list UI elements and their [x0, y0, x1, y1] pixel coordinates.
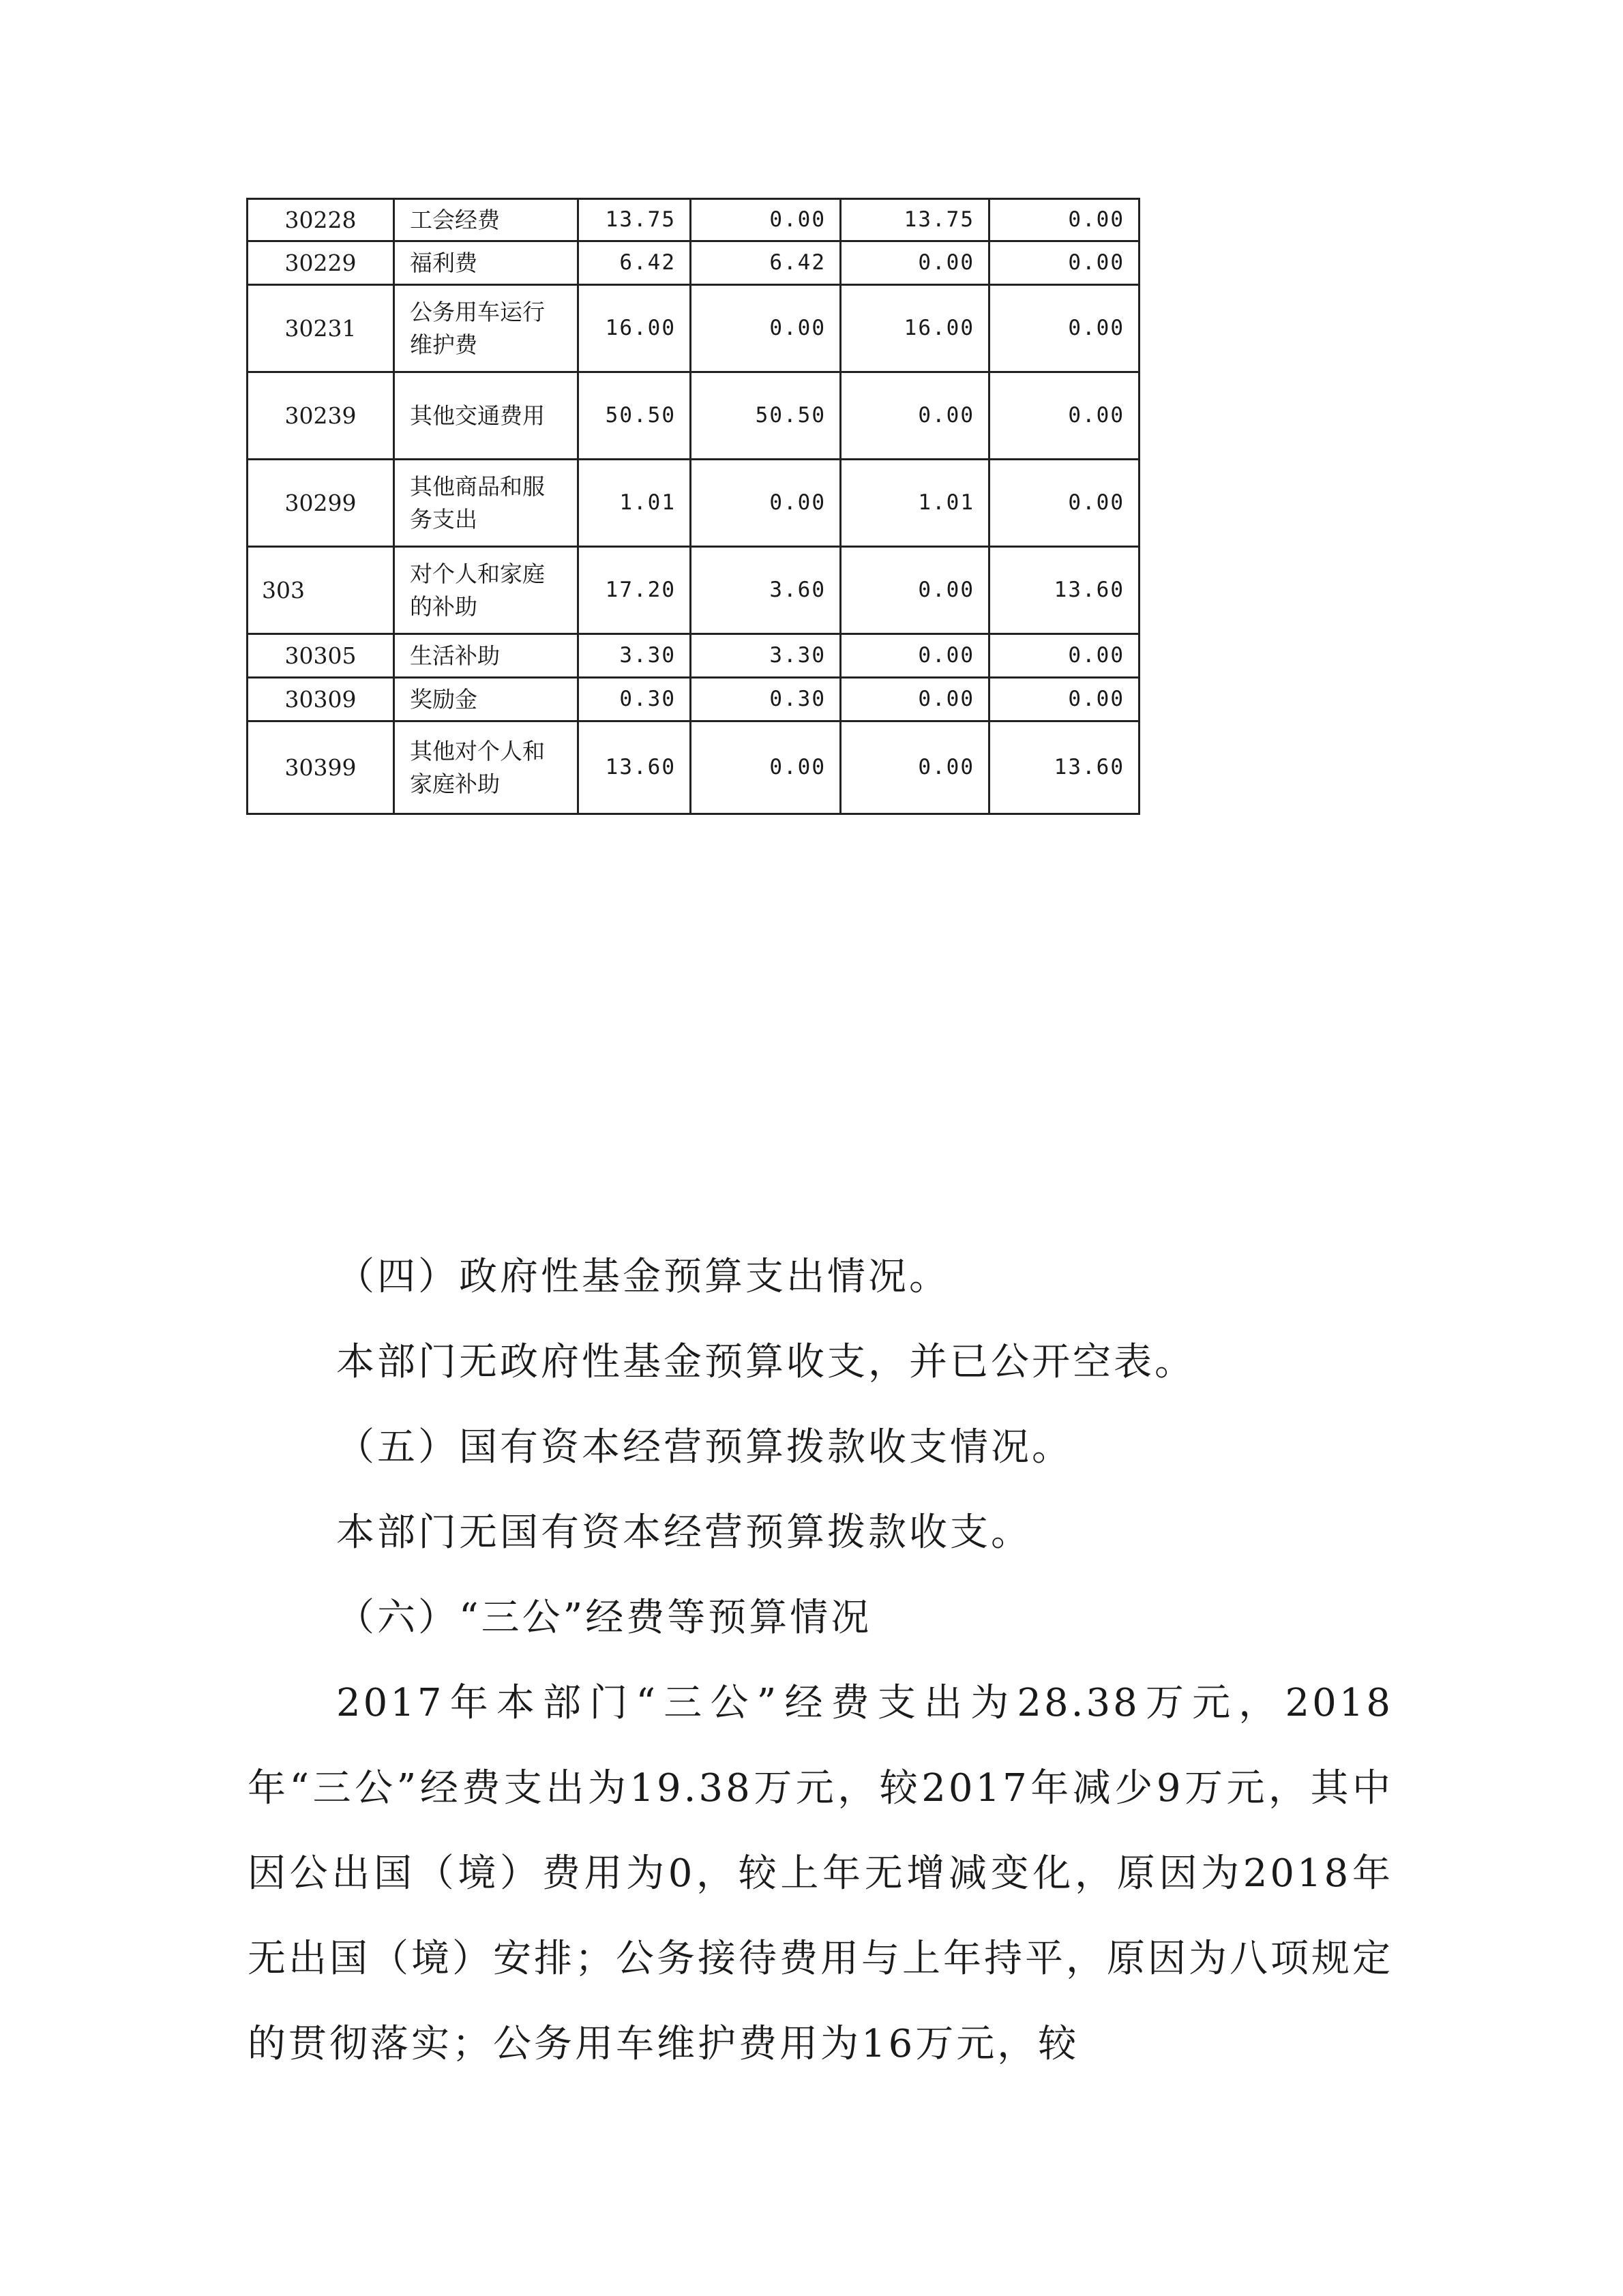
budget-expense-table: [246, 198, 1140, 815]
table-row: [248, 241, 1140, 285]
row-name: 奖励金: [394, 678, 578, 721]
row-value-other: 13.60: [989, 721, 1140, 814]
row-value-project: 0.00: [841, 241, 989, 285]
row-value-project: 0.00: [841, 634, 989, 678]
row-value-total: 17.20: [578, 547, 691, 634]
row-value-other: 13.60: [989, 547, 1140, 634]
row-value-total: 50.50: [578, 372, 691, 460]
row-value-project: 1.01: [841, 460, 989, 547]
row-value-basic: 3.30: [691, 634, 841, 678]
section-body-government-fund: 本部门无政府性基金预算收支，并已公开空表。: [336, 1340, 1195, 1384]
row-value-other: 0.00: [989, 460, 1140, 547]
row-code: 30399: [248, 721, 394, 814]
body-text: [248, 1234, 1393, 2087]
row-name: 公务用车运行维护费: [394, 285, 578, 372]
row-code: 30228: [248, 199, 394, 241]
table-row: [248, 460, 1140, 547]
section-heading-government-fund: （四）政府性基金预算支出情况。: [336, 1255, 950, 1299]
row-name: 其他对个人和家庭补助: [394, 721, 578, 814]
row-value-total: 13.60: [578, 721, 691, 814]
row-name: 生活补助: [394, 634, 578, 678]
row-value-basic: 3.60: [691, 547, 841, 634]
row-code: 303: [248, 547, 394, 634]
row-value-other: 0.00: [989, 634, 1140, 678]
row-value-total: 0.30: [578, 678, 691, 721]
row-value-other: 0.00: [989, 372, 1140, 460]
row-value-project: 13.75: [841, 199, 989, 241]
row-name: 其他交通费用: [394, 372, 578, 460]
row-value-other: 0.00: [989, 678, 1140, 721]
row-name: 福利费: [394, 241, 578, 285]
row-value-project: 0.00: [841, 721, 989, 814]
row-code: 30229: [248, 241, 394, 285]
table-row: [248, 634, 1140, 678]
row-name: 对个人和家庭的补助: [394, 547, 578, 634]
row-code: 30239: [248, 372, 394, 460]
row-code: 30305: [248, 634, 394, 678]
table-row: [248, 721, 1140, 814]
table-row: [248, 285, 1140, 372]
row-value-total: 3.30: [578, 634, 691, 678]
row-value-project: 16.00: [841, 285, 989, 372]
row-code: 30299: [248, 460, 394, 547]
section-body-three-public: 2017年本部门“三公”经费支出为28.38万元，2018年“三公”经费支出为19.38万元，较2017年减少9万元，其中因公出国（境）费用为0，较上年无增减变化，原因为2018年无出国（境）安排；公务接待费用与上年持平，原因为八项规定的贯彻落实；公务用车维护费用为16万元，较: [248, 1681, 1393, 2066]
row-value-basic: 6.42: [691, 241, 841, 285]
row-value-other: 0.00: [989, 241, 1140, 285]
row-code: 30309: [248, 678, 394, 721]
row-code: 30231: [248, 285, 394, 372]
row-value-total: 16.00: [578, 285, 691, 372]
table-row: [248, 547, 1140, 634]
table-row: [248, 372, 1140, 460]
section-heading-state-capital: （五）国有资本经营预算拨款收支情况。: [336, 1425, 1073, 1470]
row-value-basic: 0.00: [691, 721, 841, 814]
row-value-total: 1.01: [578, 460, 691, 547]
row-value-other: 0.00: [989, 285, 1140, 372]
row-name: 其他商品和服务支出: [394, 460, 578, 547]
row-value-total: 6.42: [578, 241, 691, 285]
row-value-project: 0.00: [841, 547, 989, 634]
row-value-project: 0.00: [841, 678, 989, 721]
row-value-basic: 0.00: [691, 460, 841, 547]
section-heading-three-public: （六）“三公”经费等预算情况: [336, 1596, 872, 1640]
row-value-basic: 0.00: [691, 199, 841, 241]
section-body-state-capital: 本部门无国有资本经营预算拨款收支。: [336, 1510, 1032, 1555]
row-value-basic: 0.30: [691, 678, 841, 721]
row-value-basic: 0.00: [691, 285, 841, 372]
table-row: [248, 199, 1140, 241]
row-value-basic: 50.50: [691, 372, 841, 460]
row-name: 工会经费: [394, 199, 578, 241]
row-value-other: 0.00: [989, 199, 1140, 241]
row-value-project: 0.00: [841, 372, 989, 460]
table-row: [248, 678, 1140, 721]
row-value-total: 13.75: [578, 199, 691, 241]
